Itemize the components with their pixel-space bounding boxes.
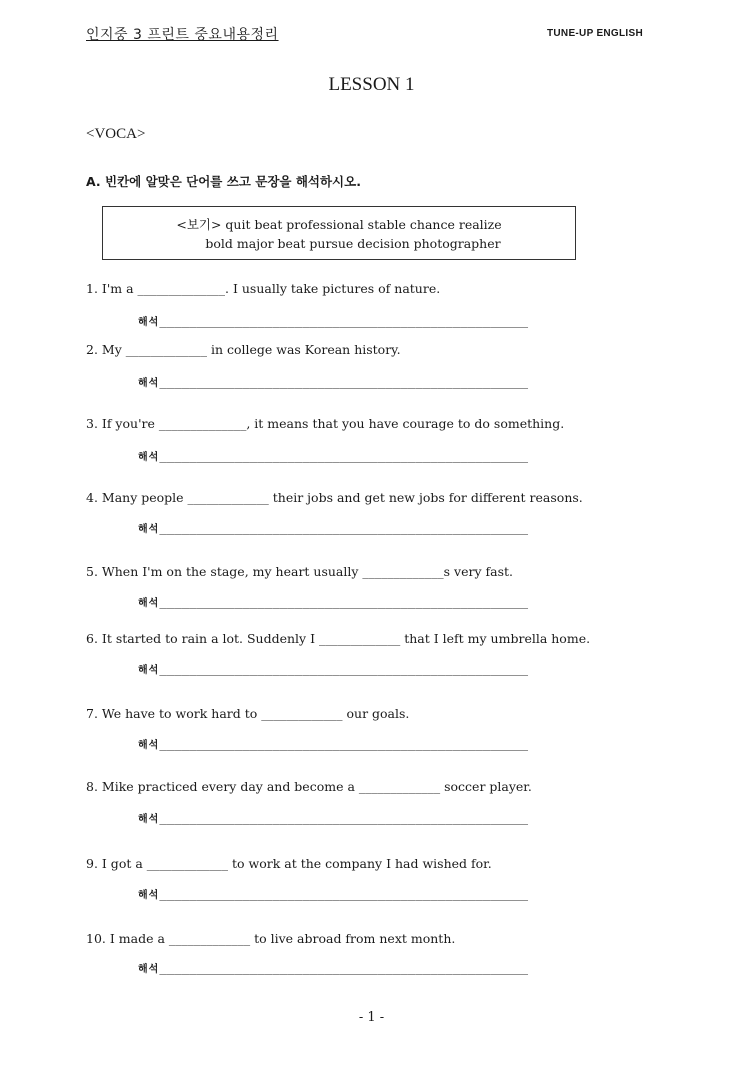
question-1: 1. I'm a ______________. I usually take pictures of nature. bbox=[86, 281, 441, 296]
translation-line-3[interactable] bbox=[138, 448, 528, 463]
question-8: 8. Mike practiced every day and become a _____________ soccer player. bbox=[86, 779, 532, 794]
translation-line-8[interactable] bbox=[138, 810, 528, 825]
translation-blank: _________________________________________________ bbox=[159, 886, 529, 901]
word-bank-line-1: <보기> quit beat professional stable chance realize bbox=[176, 217, 502, 232]
translation-blank: _________________________________________________ bbox=[159, 448, 529, 463]
translation-blank: _________________________________________________ bbox=[159, 960, 529, 975]
translation-line-4[interactable] bbox=[138, 520, 528, 535]
translation-blank: _________________________________________________ bbox=[159, 520, 529, 535]
translation-line-1[interactable] bbox=[138, 313, 528, 328]
translation-label: 해석 bbox=[138, 665, 160, 676]
translation-blank: _________________________________________________ bbox=[159, 374, 529, 389]
question-2: 2. My _____________ in college was Korean history. bbox=[86, 342, 401, 357]
question-10: 10. I made a _____________ to live abroad from next month. bbox=[86, 931, 456, 946]
question-9: 9. I got a _____________ to work at the company I had wished for. bbox=[86, 856, 492, 871]
translation-line-9[interactable] bbox=[138, 886, 528, 901]
translation-line-10[interactable] bbox=[138, 960, 528, 975]
question-7: 7. We have to work hard to _____________ our goals. bbox=[86, 706, 410, 721]
translation-label: 해석 bbox=[138, 598, 160, 609]
translation-label: 해석 bbox=[138, 740, 160, 751]
page-title: LESSON 1 bbox=[328, 74, 415, 95]
header-title: 인지중 3 프린트 중요내용정리 bbox=[86, 27, 279, 43]
translation-line-6[interactable] bbox=[138, 661, 528, 676]
question-5: 5. When I'm on the stage, my heart usually _____________s very fast. bbox=[86, 564, 514, 579]
instruction-text: A. 빈칸에 알맞은 단어를 쓰고 문장을 해석하시오. bbox=[86, 174, 361, 189]
translation-line-5[interactable] bbox=[138, 594, 528, 609]
section-heading: <VOCA> bbox=[86, 126, 146, 142]
translation-line-2[interactable] bbox=[138, 374, 528, 389]
translation-label: 해석 bbox=[138, 317, 160, 328]
translation-line-7[interactable] bbox=[138, 736, 528, 751]
translation-label: 해석 bbox=[138, 964, 160, 975]
question-4: 4. Many people _____________ their jobs and get new jobs for different reasons. bbox=[86, 490, 583, 505]
translation-blank: _________________________________________________ bbox=[159, 810, 529, 825]
header-brand: TUNE-UP ENGLISH bbox=[547, 28, 643, 39]
word-bank-line-2: bold major beat pursue decision photographer bbox=[205, 236, 501, 251]
question-6: 6. It started to rain a lot. Suddenly I _____________ that I left my umbrella home. bbox=[86, 631, 591, 646]
translation-blank: _________________________________________________ bbox=[159, 594, 529, 609]
page-number: - 1 - bbox=[358, 1010, 385, 1025]
translation-blank: _________________________________________________ bbox=[159, 313, 529, 328]
translation-blank: _________________________________________________ bbox=[159, 661, 529, 676]
translation-label: 해석 bbox=[138, 814, 160, 825]
translation-label: 해석 bbox=[138, 378, 160, 389]
word-bank-box bbox=[102, 206, 576, 260]
translation-blank: _________________________________________________ bbox=[159, 736, 529, 751]
translation-label: 해석 bbox=[138, 452, 160, 463]
question-3: 3. If you're ______________, it means that you have courage to do something. bbox=[86, 416, 565, 431]
translation-label: 해석 bbox=[138, 890, 160, 901]
translation-label: 해석 bbox=[138, 524, 160, 535]
